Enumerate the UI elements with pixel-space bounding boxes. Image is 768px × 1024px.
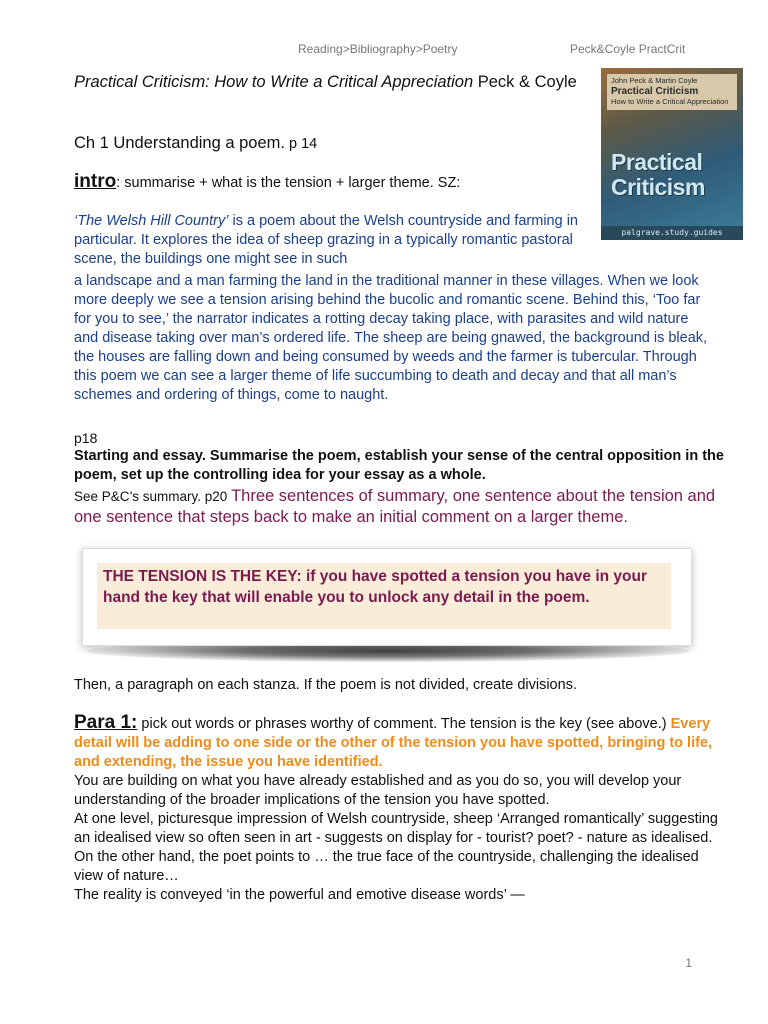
then-paragraph: Then, a paragraph on each stanza. If the poem is not divided, create divisions.	[74, 677, 577, 693]
summary-paragraph-2: a landscape and a man farming the land in the traditional manner in these villages. When we look more deeply we see a tension arising behind the bucolic and romantic scene. Behind this, ‘Too far for you to see,’ the narrator indicates a rotting decay taking place, with parasites and wild nature and disease taking over man’s ordered life. The sheep are being gnawed, the background is bleak, the houses are falling down and being consumed by weeds and the farmer is tubercular. Through this poem we can see a larger theme of life succumbing to death and decay and that all man’s schemes and ordering of things, come to naught.	[74, 273, 708, 403]
para1-orange-text: Every detail will be adding to one side or the other of the tension you have spotted, bringing to life, and extending, the issue you have identified.	[74, 716, 713, 770]
book-cover-big-title	[611, 150, 705, 200]
poem-title: ‘The Welsh Hill Country’	[74, 213, 229, 229]
page-ref-p18: p18	[74, 430, 98, 446]
page-number: 1	[685, 956, 692, 970]
book-cover-big-title-2: Criticism	[611, 174, 705, 200]
summary-para1-rest: is a poem about the Welsh countryside and farming in particular. It explores the idea of sheep grazing in a typically romantic pastoral scene, the buildings one might see in such	[74, 213, 578, 267]
para1-text1: pick out words or phrases worthy of comment. The tension is the key (see above.)	[137, 716, 671, 732]
para1-keyword: Para 1:	[74, 712, 138, 733]
header-right-title: Peck&Coyle PractCrit	[570, 42, 686, 56]
book-cover-series: palgrave.study.guides	[601, 226, 743, 240]
intro-text: : summarise + what is the tension + larger theme. SZ:	[116, 175, 461, 191]
key-callout-text: THE TENSION IS THE KEY: if you have spotted a tension you have in your hand the key that will enable you to unlock any detail in the poem.	[97, 563, 671, 629]
key-callout-box	[82, 548, 692, 646]
para1-text2: You are building on what you have already established and as you do so, you will develop your understanding of the broader implications of the tension you have spotted.	[74, 773, 682, 808]
book-cover-subtitle: How to Write a Critical Appreciation	[611, 97, 729, 106]
title-authors: Peck & Coyle	[473, 73, 577, 91]
para1-text3: At one level, picturesque impression of Welsh countryside, sheep ‘Arranged romantically’ suggesting an idealised view so often seen in art - suggests on display for - tourist? poet? - nature as idealised. On the other hand, the poet points to … the true face of the countryside, challenging the idealised view of nature…	[74, 811, 718, 884]
book-cover-panel	[607, 74, 737, 110]
book-cover-image	[601, 68, 743, 240]
chapter-heading	[74, 134, 317, 153]
book-cover-title: Practical Criticism	[611, 86, 699, 97]
header-breadcrumb: Reading>Bibliography>Poetry	[298, 42, 458, 56]
intro-line	[74, 171, 460, 193]
chapter-label: Ch 1 Understanding a poem.	[74, 134, 285, 152]
see-summary-small: See P&C’s summary. p20	[74, 489, 232, 504]
title-italic: Practical Criticism: How to Write a Critical Appreciation	[74, 73, 474, 91]
book-cover-big-title-1: Practical	[611, 149, 703, 175]
book-cover-authors: John Peck & Martin Coyle	[611, 76, 698, 85]
summary-paragraph-1	[74, 212, 594, 269]
intro-keyword: intro	[74, 171, 117, 192]
para1-section	[74, 713, 724, 905]
para1-text4: The reality is conveyed ‘in the powerful and emotive disease words’ —	[74, 887, 525, 903]
document-title	[74, 72, 586, 93]
chapter-page: p 14	[284, 136, 318, 152]
starting-essay-text: Starting and essay. Summarise the poem, establish your sense of the central opposition in the poem, set up the controlling idea for your essay as a whole.	[74, 448, 724, 483]
see-summary-note	[74, 486, 724, 528]
see-summary-purple: Three sentences of summary, one sentence about the tension and one sentence that steps back to make an initial comment on a larger theme.	[74, 487, 716, 526]
